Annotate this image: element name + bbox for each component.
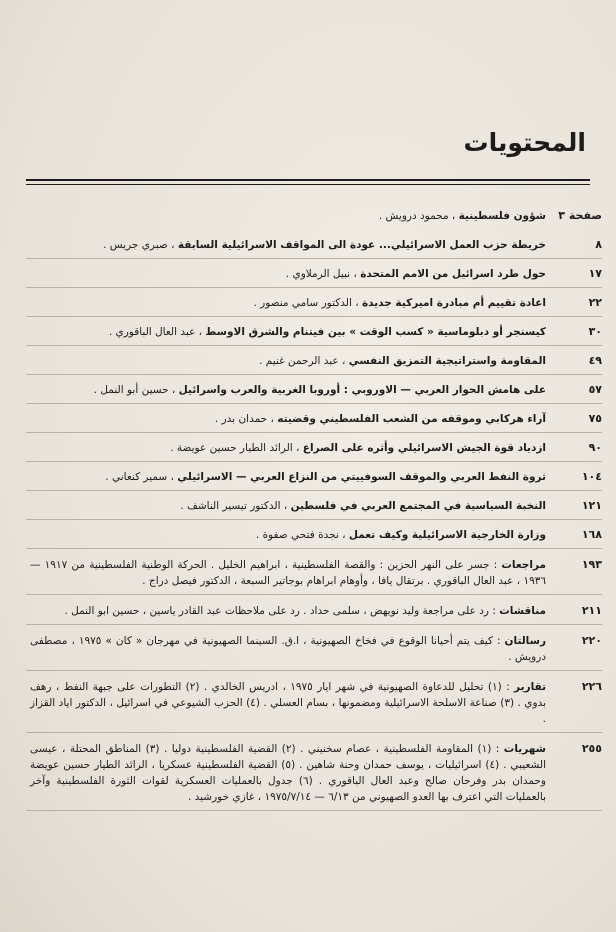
toc-entry-text [26,237,546,253]
toc-entry-author: ، حمدان بدر . [214,413,278,425]
toc-entry-text [26,469,546,485]
toc-entry-author: ، نجدة فتحي صفوة . [255,529,349,541]
row-separator [26,316,602,317]
toc-page-number: ٢٢٠ [581,634,602,647]
toc-page-number: ١٠٤ [581,470,602,483]
toc-entry-title: آراء هركابي وموقفه من الشعب الفلسطيني وقضيته [277,413,546,425]
toc-page-number: صفحة ٣ [558,209,602,222]
toc-entry-title: وزارة الخارجية الاسرائيلية وكيف تعمل [348,529,546,541]
toc-entry-title: كيسنجر أو دبلوماسية « كسب الوقت » بين فيتنام والشرق الاوسط [205,326,546,338]
toc-entry-title: شؤون فلسطينية [458,210,546,222]
toc-entry-text [26,440,546,456]
toc-entry [26,469,602,485]
toc-entry-text [26,557,546,589]
toc-entry [26,295,602,311]
toc-entry [26,527,602,543]
row-separator [26,345,602,346]
toc-page-number: ٧٥ [588,412,602,425]
toc-entry [26,411,602,427]
toc-entry [26,498,602,514]
toc-entry-title: مناقشات [499,605,546,617]
toc-entry-text [26,324,546,340]
toc-entry-text [26,498,546,514]
toc-entry-author: ، حسين أبو النمل . [93,384,179,396]
toc-entry-text [26,295,546,311]
toc-entry [26,266,602,282]
row-separator [26,810,602,811]
title-rule [26,179,590,181]
toc-entry [26,633,602,665]
toc-entry-author: ، صبري جريس . [103,239,178,251]
toc-entry-text [26,382,546,398]
toc-page-number: ٣٠ [588,325,602,338]
toc-entry-title: رسالتان [504,635,546,647]
toc-entry-title: اعادة تقييم أم مبادرة اميركية جديدة [361,297,546,309]
toc-entry-author: ، محمود درويش . [378,210,459,222]
toc-entry-author: ، عبد العال الباقوري . [108,326,206,338]
toc-page-number: ١٩٣ [581,558,602,571]
toc-entry-text [26,411,546,427]
row-separator [26,258,602,259]
toc-entry-author: : كيف يتم أحيانا الوقوع في فخاخ الصهيونية ، ا.ق. السينما الصهيونية في مهرجان « كان » ١٩٧٥ ، مصطفى درويش . [30,635,546,663]
toc-entry [26,741,602,805]
row-separator [26,624,602,625]
row-separator [26,374,602,375]
toc-page-number: ٢٢٦ [581,680,602,693]
toc-entry-author: ، الدكتور تيسير الناشف . [180,500,291,512]
toc-entry-author: ، نبيل الرملاوي . [285,268,361,280]
toc-entry-author: ، عبد الرحمن غنيم . [259,355,349,367]
toc-entry-author: : (١) تحليل للدعاوة الصهيونية في شهر ايار ١٩٧٥ ، ادريس الخالدي . (٢) التطورات على جبهة النفط ، رهف بدوي . (٣) صناعة الاسلحة الاسرائيلية ومضمونها ، بسام العسلي . (٤) الحزب الشيوعي في اسرائيل ، الدكتور اياد القزاز . [30,681,546,725]
toc-page-number: ١٦٨ [581,528,602,541]
row-separator [26,403,602,404]
row-separator [26,670,602,671]
title-rule-thin [26,184,590,185]
toc-entry [26,208,602,224]
toc-entry-title: ثروة النفط العربي والموقف السوفييتي من النزاع العربي — الاسرائيلي [177,471,546,483]
page-title: المحتويات [463,128,586,157]
row-separator [26,432,602,433]
toc-entry-author: : جسر على النهر الحزين : والقصة الفلسطينية ، ابراهيم الخليل . الحركة الوطنية الفلسطينية من ١٩١٧ — ١٩٣٦ ، عبد العال الباقوري . برتقال يافا ، وأوهام ابراهام بوجاتير السبعة ، الدكتور فيصل دراج . [30,559,546,587]
toc-entry-title: ازدياد قوة الجيش الاسرائيلي وأثره على الصراع [302,442,546,454]
toc-page-number: ٢٥٥ [581,742,602,755]
toc-page-number: ٤٩ [588,354,602,367]
toc-page-number: ٢٢ [588,296,602,309]
toc-page-number: ٢١١ [581,604,602,617]
toc-entry-title: المقاومة واستراتيجية التمزيق النفسي [348,355,546,367]
table-of-contents [26,208,602,805]
toc-entry-text [26,266,546,282]
toc-page-number: ٩٠ [588,441,602,454]
row-separator [26,490,602,491]
toc-entry-text [26,741,546,805]
toc-entry [26,679,602,727]
toc-page-number: ١٧ [588,267,602,280]
toc-page-number: ٥٧ [588,383,602,396]
toc-entry-title: حول طرد اسرائيل من الامم المتحدة [360,268,546,280]
toc-entry-text [26,679,546,727]
toc-entry [26,440,602,456]
toc-entry-text [26,353,546,369]
toc-entry-title: على هامش الحوار العربي — الاوروبي : أوروبا الغربية والعرب واسرائيل [178,384,546,396]
row-separator [26,594,602,595]
toc-entry-title: تقارير [514,681,547,693]
toc-entry-title: النخبة السياسية في المجتمع العربي في فلسطين [290,500,546,512]
toc-entry [26,237,602,253]
row-separator [26,287,602,288]
toc-entry-author: : رد على مراجعة وليد نويهض ، سلمى حداد . رد على ملاحظات عبد القادر ياسين ، حسين ابو النمل . [64,605,500,617]
row-separator [26,732,602,733]
toc-entry-author: : (١) المقاومة الفلسطينية ، عصام سخنيني . (٢) القضية الفلسطينية دوليا . (٣) المناطق المحتلة ، عيسى الشعيبي . (٤) اسرائيليات ، يوسف حمدان وحنة شاهين . (٥) القضية الفلسطينية عسكريا ، الرائد الطيار حسين عويضة وحمدان بدر وفرحان صالح وعبد العال الباقوري . (٦) جدول بالعمليات العسكرية لقوات الثورة الفلسطينية وآخر بالعمليات التي اعترف بها العدو الصهيوني من ٦/١٣ — ١٩٧٥/٧/١٤ ، غازي خورشيد . [30,743,547,803]
toc-entry [26,557,602,589]
toc-entry-author: ، الدكتور سامي منصور . [253,297,362,309]
toc-entry-author: ، الرائد الطيار حسين عويضة . [170,442,303,454]
toc-page-number: ١٢١ [581,499,602,512]
toc-entry-text [26,208,546,224]
row-separator [26,548,602,549]
toc-entry-title: شهريات [503,743,546,755]
toc-entry [26,353,602,369]
row-separator [26,519,602,520]
toc-entry-title: مراجعات [501,559,546,571]
row-separator [26,461,602,462]
toc-entry [26,324,602,340]
toc-entry [26,382,602,398]
toc-entry-text [26,527,546,543]
toc-entry-author: ، سمير كنعاني . [105,471,178,483]
toc-entry-title: خريطة حزب العمل الاسرائيلي... عودة الى المواقف الاسرائيلية السابقة [177,239,546,251]
toc-entry [26,603,602,619]
toc-page-number: ٨ [595,238,602,251]
toc-entry-text [26,603,546,619]
toc-entry-text [26,633,546,665]
